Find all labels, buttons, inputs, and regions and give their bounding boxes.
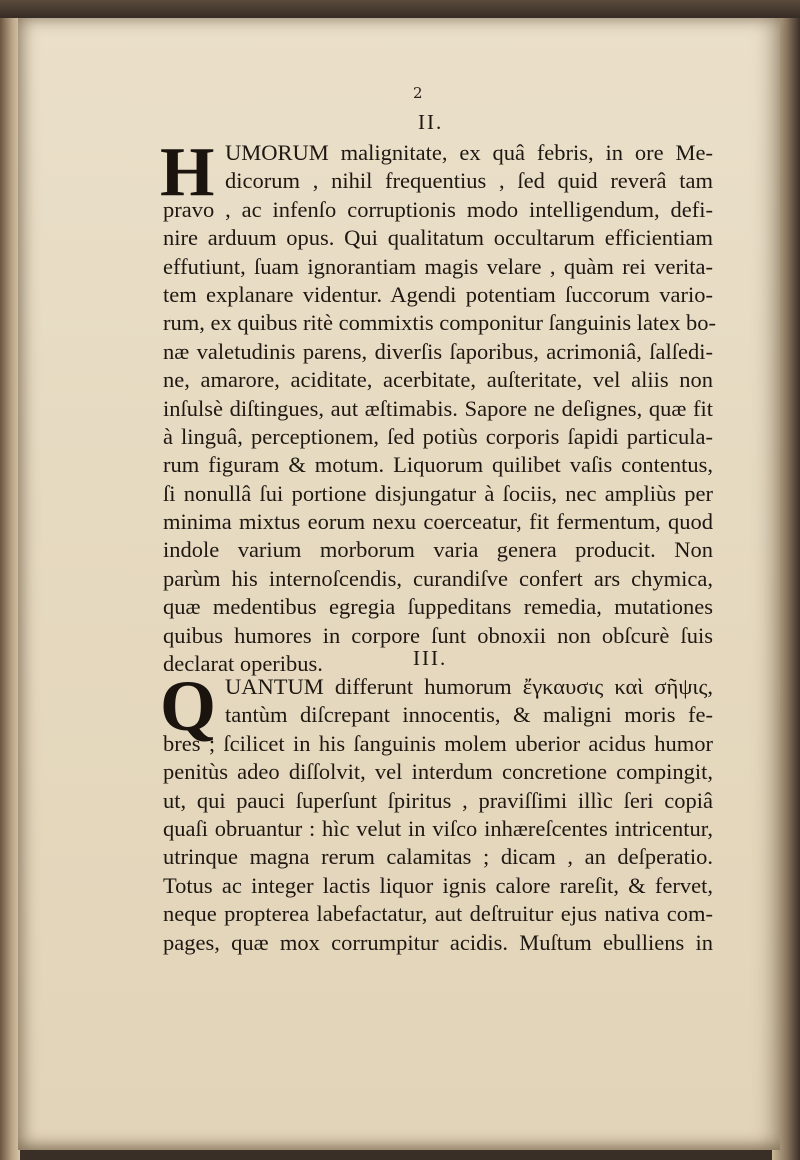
text-line: ne, amarore, aciditate, acerbitate, auſteritate, vel aliis non [163,367,713,393]
text-line: quaſi obruantur : hìc velut in viſco inhæreſcentes intricentur, [163,815,713,841]
text-line: rum, ex quibus ritè commixtis componitur ſanguinis latex bo- [163,310,717,336]
text-line: ut, qui pauci ſuperſunt ſpiritus , praviſſimi illìc ſeri copiâ [163,787,713,813]
text-line: pravo , ac infenſo corruptionis modo intelligendum, defi- [163,196,713,222]
paragraph-section-ii [163,139,717,678]
text-line: declarat operibus. [163,651,323,677]
text-line: minima mixtus eorum nexu coerceatur, fit fermentum, quod [163,509,713,535]
text-line: inſulsè diſtingues, aut æſtimabis. Sapore ne deſignes, quæ fit [163,395,713,421]
section-number-ii: II. [418,110,444,134]
drop-cap-h: H [160,134,215,211]
text-line: parùm his internoſcendis, curandiſve confert ars chymica, [163,565,713,591]
text-line: tantùm diſcrepant innocentis, & maligni moris fe- [225,702,713,728]
text-line: UMORUM malignitate, ex quâ febris, in ore Me- [225,140,713,165]
text-line: à linguâ, perceptionem, ſed potiùs corporis ſapidi particula- [163,423,713,449]
paragraph-section-iii [163,673,713,957]
text-line: utrinque magna rerum calamitas ; dicam , an deſperatio. [163,844,713,870]
drop-cap-q: Q [160,666,217,746]
text-line: neque propterea labefactatur, aut deſtruitur ejus nativa com- [163,901,713,927]
page-signature: 2 [413,84,423,102]
text-line: quæ medentibus egregia ſuppeditans remedia, mutationes [163,594,713,620]
text-line: næ valetudinis parens, diverſis ſaporibus, acrimoniâ, ſalſedi- [163,338,713,364]
text-line: rum figuram & motum. Liquorum quilibet vaſis contentus, [163,452,713,478]
text-line: Totus ac integer lactis liquor ignis calore rareſit, & fervet, [163,872,713,898]
text-line: dicorum , nihil frequentius , ſed quid reverâ tam [225,168,713,194]
text-line: ſi nonullâ ſui portione disjungatur à ſociis, nec ampliùs per [163,480,713,506]
section-number-iii: III. [413,646,448,670]
text-line: quibus humores in corpore ſunt obnoxii non obſcurè ſuis [163,622,713,648]
text-line: bres ; ſcilicet in his ſanguinis molem uberior acidus humor [163,730,713,756]
book-binding-left [0,18,20,1160]
text-line: pages, quæ mox corrumpitur acidis. Muſtum ebulliens in [163,929,713,955]
text-line: indole varium morborum varia genera producit. Non [163,537,713,563]
text-line: penitùs adeo diſſolvit, vel interdum concretione compingit, [163,759,713,785]
text-line: effutiunt, ſuam ignorantiam magis velare , quàm rei verita- [163,253,713,279]
text-line: UANTUM differunt humorum ἔγκαυσις καὶ σῆψις, [225,674,713,699]
text-line: nire arduum opus. Qui qualitatum occultarum efficientiam [163,225,713,251]
text-line: tem explanare videntur. Agendi potentiam ſuccorum vario- [163,281,713,307]
